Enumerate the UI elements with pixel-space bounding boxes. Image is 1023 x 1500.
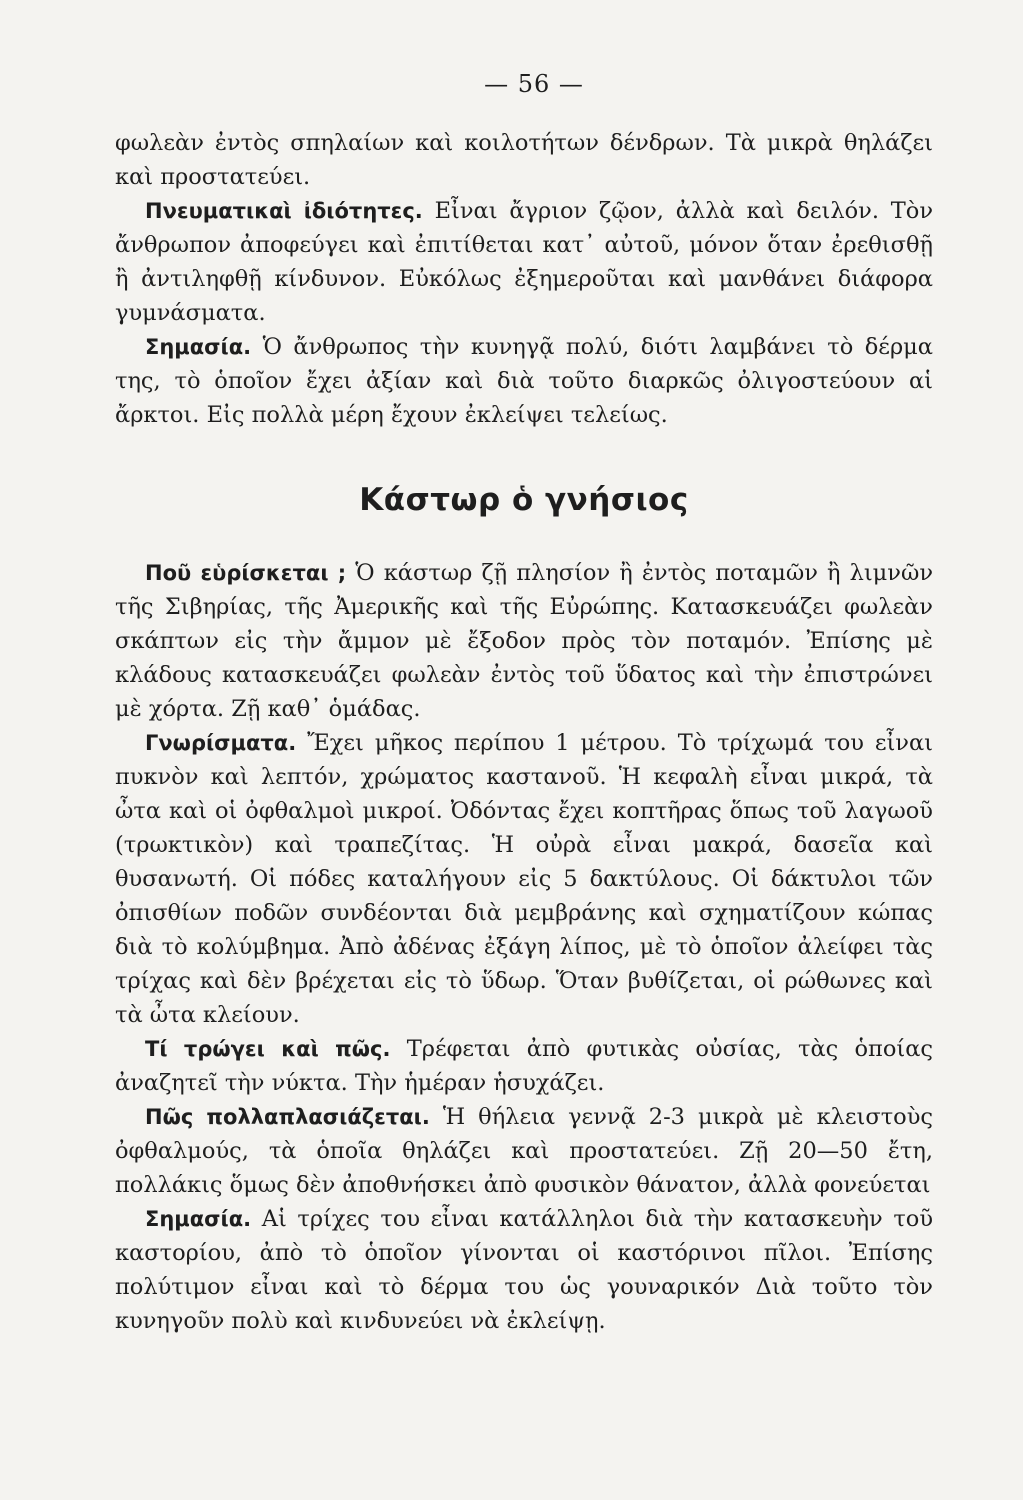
habitat-text: Ὁ κάστωρ ζῇ πλησίον ἢ ἐντὸς ποταμῶν ἢ λιμνῶν τῆς Σιβηρίας, τῆς Ἀμερικῆς καὶ τῆς Εὐρώπης. Κατασκευάζει φωλεὰν σκάπτων εἰς τὴν ἄμμον μὲ ἔξοδον πρὸς τὸν ποταμόν. Ἐπίσης μὲ κλάδους κατασκευάζει φωλεὰν ἐντὸς τοῦ ὕδατος καὶ τὴν ἐπιστρώνει μὲ χόρτα. Ζῇ καθ᾽ ὁμάδας. bbox=[115, 560, 934, 722]
beaver-importance-heading: Σημασία. bbox=[145, 1207, 252, 1231]
beaver-importance-paragraph bbox=[115, 1202, 933, 1338]
mental-traits-heading: Πνευματικαὶ ἰδιότητες. bbox=[145, 199, 423, 223]
section-title: Κάστωρ ὁ γνήσιος bbox=[359, 482, 689, 518]
bear-importance-heading: Σημασία. bbox=[145, 335, 252, 359]
breeding-paragraph bbox=[115, 1100, 933, 1202]
page-number: — 56 — bbox=[484, 70, 584, 98]
food-paragraph bbox=[115, 1032, 933, 1100]
features-heading: Γνωρίσματα. bbox=[145, 731, 297, 755]
breeding-heading: Πῶς πολλαπλασιάζεται. bbox=[145, 1105, 430, 1129]
habitat-heading: Ποῦ εὑρίσκεται ; bbox=[145, 561, 347, 585]
food-text: Τρέφεται ἀπὸ φυτικὰς οὐσίας, τὰς ὁποίας ἀναζητεῖ τὴν νύκτα. Τὴν ἡμέραν ἡσυχάζει. bbox=[115, 1036, 934, 1096]
mental-traits-text: Εἶναι ἄγριον ζῷον, ἀλλὰ καὶ δειλόν. Τὸν ἄνθρωπον ἀποφεύγει καὶ ἐπιτίθεται κατ᾽ αὐτοῦ, μόνον ὅταν ἐρεθισθῇ ἢ ἀντιληφθῇ κίνδυνον. Εὐκόλως ἐξημεροῦται καὶ μανθάνει διάφορα γυμνάσματα. bbox=[115, 198, 933, 326]
intro-continuation: φωλεὰν ἐντὸς σπηλαίων καὶ κοιλοτήτων δένδρων. Τὰ μικρὰ θηλάζει καὶ προστατεύει. bbox=[115, 130, 933, 190]
food-heading: Τί τρώγει καὶ πῶς. bbox=[145, 1037, 391, 1061]
mental-traits-paragraph bbox=[115, 194, 933, 330]
habitat-paragraph bbox=[115, 556, 933, 726]
features-text: Ἔχει μῆκος περίπου 1 μέτρου. Τὸ τρίχωμά του εἶναι πυκνὸν καὶ λεπτόν, χρώματος καστανοῦ. Ἡ κεφαλὴ εἶναι μικρά, τὰ ὦτα καὶ οἱ ὀφθαλμοὶ μικροί. Ὀδόντας ἔχει κοπτῆρας ὅπως τοῦ λαγωοῦ (τρωκτικὸν) καὶ τραπεζίτας. Ἡ οὐρὰ εἶναι μακρά, δασεῖα καὶ θυσανωτή. Οἱ πόδες καταλήγουν εἰς 5 δακτύλους. Οἱ δάκτυλοι τῶν ὀπισθίων ποδῶν συνδέονται διὰ μεμβράνης καὶ σχηματίζουν κώπας διὰ τὸ κολύμβημα. Ἀπὸ ἀδένας ἐξάγη λίπος, μὲ τὸ ὁποῖον ἀλείφει τὰς τρίχας καὶ δὲν βρέχεται εἰς τὸ ὕδωρ. Ὅταν βυθίζεται, οἱ ρώθωνες καὶ τὰ ὦτα κλείουν. bbox=[115, 730, 933, 1028]
bear-importance-paragraph bbox=[115, 330, 933, 432]
features-paragraph bbox=[115, 726, 933, 1032]
bear-importance-text: Ὁ ἄνθρωπος τὴν κυνηγᾷ πολύ, διότι λαμβάνει τὸ δέρμα της, τὸ ὁποῖον ἔχει ἀξίαν καὶ διὰ τοῦτο διαρκῶς ὀλιγοστεύουν αἱ ἄρκτοι. Εἰς πολλὰ μέρη ἔχουν ἐκλείψει τελείως. bbox=[115, 334, 933, 428]
beaver-importance-text: Αἱ τρίχες του εἶναι κατάλληλοι διὰ τὴν κατασκευὴν τοῦ καστορίου, ἀπὸ τὸ ὁποῖον γίνονται οἱ καστόρινοι πῖλοι. Ἐπίσης πολύτιμον εἶναι καὶ τὸ δέρμα του ὡς γουναρικόν Διὰ τοῦτο τὸν κυνηγοῦν πολὺ καὶ κινδυνεύει νὰ ἐκλείψῃ. bbox=[115, 1206, 933, 1334]
breeding-text: Ἡ θήλεια γεννᾷ 2-3 μικρὰ μὲ κλειστοὺς ὀφθαλμούς, τὰ ὁποῖα θηλάζει καὶ προστατεύει. Ζῇ 20—50 ἔτη, πολλάκις ὅμως δὲν ἀποθνήσκει ἀπὸ φυσικὸν θάνατον, ἀλλὰ φονεύεται bbox=[115, 1104, 934, 1198]
